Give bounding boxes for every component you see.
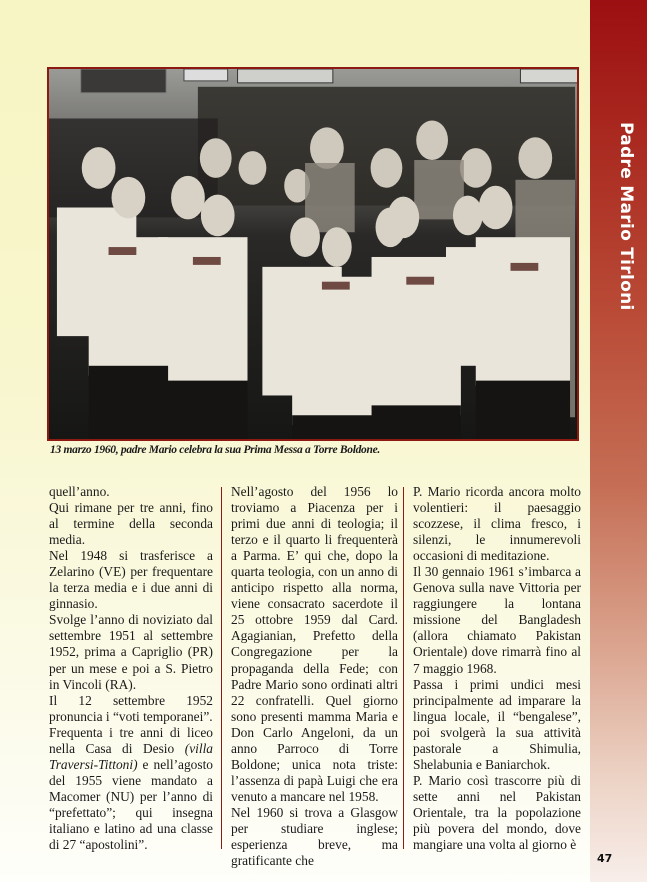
column-divider <box>221 487 222 849</box>
paragraph: Nel 1948 si trasferisce a Zelarino (VE) per frequentare la terza media e i due anni di ginnasio. <box>49 548 213 612</box>
paragraph: Nell’agosto del 1956 lo troviamo a Piacenza per i primi due anni di teologia; il terzo e il quarto li frequenterà a Parma. E’ qui che, dopo la quarta teologia, con un anno di anticipo rispetto alla norma, viene consacrato sacerdote il 25 ottobre 1959 dal Card. Agagianian, Prefetto della Congregazione per la propaganda della Fede; con Padre Mario sono ordinati altri 22 confratelli. Quel giorno sono presenti mamma Maria e Don Carlo Angeloni, da un anno Parroco di Torre Boldone; unica nota triste: l’assenza di papà Luigi che era venuto a mancare nel 1958. <box>231 484 398 804</box>
paragraph <box>49 725 213 853</box>
text-column-3 <box>413 484 581 853</box>
paragraph: Passa i primi undici mesi principalmente ad imparare la lingua locale, il “bengalese”, poi svolgerà la sua attività pastorale a Shimulia, Shelabunia e Baniarchok. <box>413 676 581 772</box>
wall-frame <box>520 69 577 83</box>
wall-painting <box>81 69 166 93</box>
wall-frame <box>184 69 228 81</box>
text-column-2 <box>231 484 398 869</box>
column-divider <box>403 487 404 849</box>
photo-caption: 13 marzo 1960, padre Mario celebra la sua Prima Messa a Torre Boldone. <box>50 444 380 456</box>
paragraph: P. Mario ricorda ancora molto volentieri: il paesaggio scozzese, il clima fresco, i silenzi, le innumerevoli occasioni di meditazione. <box>413 484 581 564</box>
paragraph: quell’anno. <box>49 484 110 499</box>
paragraph: Qui rimane per tre anni, fino al termine della seconda media. <box>49 500 213 548</box>
page-number: 47 <box>597 852 613 865</box>
wall-frame <box>238 69 333 83</box>
paragraph: Il 12 settembre 1952 pronuncia i “voti temporanei”. <box>49 692 213 724</box>
paragraph-text: e nell’agosto del 1955 viene mandato a Macomer (NU) per l’anno di “prefettato”; qui insegna italiano e latino ad una classe di 27 “apostolini”. <box>49 756 213 853</box>
paragraph: P. Mario così trascorre più di sette anni nel Pakistan Orientale, tra la popolazione più povera del mondo, dove mangiare una volta al giorno è <box>413 772 581 853</box>
section-title: Padre Mario Tirloni <box>616 122 636 311</box>
paragraph-italic: (villa Traversi-Tittoni) <box>49 740 213 772</box>
paragraph: Il 30 gennaio 1961 s’imbarca a Genova sulla nave Vittoria per raggiungere la lontana missione del Bangladesh (allora chiamato Pakistan Orientale) dove rimarrà fino al 7 maggio 1968. <box>413 564 581 676</box>
paragraph: Nel 1960 si trova a Glasgow per studiare inglese; esperienza breve, ma gratificante che <box>231 804 398 869</box>
paragraph: Svolge l’anno di noviziato dal settembre 1951 al settembre 1952, prima a Capriglio (PR) per un mese e poi a S. Pietro in Vincoli (RA). <box>49 612 213 692</box>
photo-image <box>49 69 577 439</box>
text-column-1 <box>49 484 213 853</box>
paragraph-text: Frequenta i tre anni di liceo nella Casa di Desio <box>49 724 213 756</box>
photo <box>47 67 579 441</box>
